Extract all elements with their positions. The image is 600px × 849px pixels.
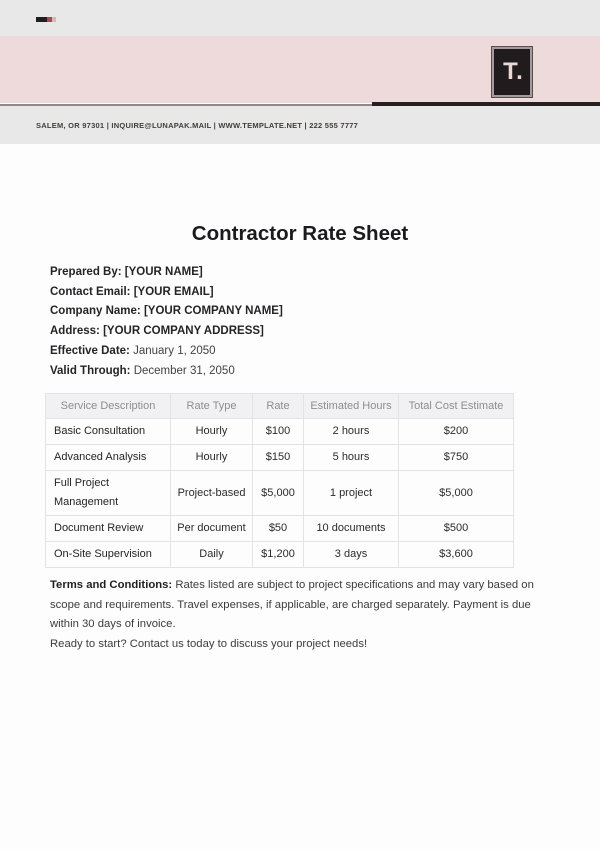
terms-label: Terms and Conditions:	[50, 579, 173, 592]
table-header-row	[46, 394, 514, 419]
contact-info-text: SALEM, OR 97301 | INQUIRE@LUNAPAK.MAIL | WWW.TEMPLATE.NET | 222 555 7777	[36, 120, 359, 130]
brand-mark-icon	[36, 17, 56, 22]
cell-rate: $100	[253, 419, 304, 445]
field-label: Valid Through:	[50, 364, 131, 377]
col-header-rate-type: Rate Type	[171, 394, 253, 419]
cell-service: Document Review	[46, 516, 171, 542]
cell-rate: $1,200	[253, 542, 304, 568]
field-label: Company Name:	[50, 305, 141, 318]
cell-total: $5,000	[399, 471, 514, 516]
terms-body: Rates listed are subject to project specifications and may vary based on scope and requirements. Travel expenses, if applicable, are charged separately. Payment is due within 30 days of invoice.	[50, 579, 534, 631]
field-address	[50, 322, 550, 342]
col-header-service-description: Service Description	[46, 394, 171, 419]
cell-total: $750	[399, 445, 514, 471]
field-value: December 31, 2050	[133, 364, 235, 377]
col-header-total-cost-estimate: Total Cost Estimate	[399, 394, 514, 419]
page-title: Contractor Rate Sheet	[191, 222, 409, 245]
cell-hours: 1 project	[304, 471, 399, 516]
top-strip	[0, 0, 600, 36]
brand-mark-bar-light	[52, 17, 56, 22]
cell-rate-type: Hourly	[171, 445, 253, 471]
field-effective-date	[50, 342, 550, 362]
company-logo-badge	[492, 47, 532, 97]
cell-rate-type: Daily	[171, 542, 253, 568]
cell-service: Basic Consultation	[46, 419, 171, 445]
field-label: Address:	[50, 325, 100, 338]
field-label: Effective Date:	[50, 344, 130, 357]
brand-mark-bar-dark	[36, 17, 47, 22]
table-row	[46, 445, 514, 471]
terms-and-conditions	[50, 576, 550, 635]
field-label: Prepared By:	[50, 266, 122, 278]
cell-hours: 10 documents	[304, 516, 399, 542]
cell-service: Advanced Analysis	[46, 445, 171, 471]
table-row	[46, 542, 514, 568]
cell-rate-type: Project-based	[171, 471, 253, 516]
field-value: [YOUR NAME]	[124, 266, 203, 278]
cell-total: $500	[399, 516, 514, 542]
field-value: January 1, 2050	[133, 344, 216, 357]
cell-service: Full Project Management	[46, 471, 171, 516]
cell-rate: $150	[253, 445, 304, 471]
cta-line: Ready to start? Contact us today to discuss your project needs!	[50, 637, 368, 650]
col-header-estimated-hours: Estimated Hours	[304, 394, 399, 419]
cell-service: On-Site Supervision	[46, 542, 171, 568]
table-row	[46, 419, 514, 445]
field-company-name	[50, 302, 550, 322]
field-value: [YOUR COMPANY ADDRESS]	[103, 325, 264, 338]
cell-rate-type: Per document	[171, 516, 253, 542]
cell-total: $200	[399, 419, 514, 445]
table-row	[46, 471, 514, 516]
col-header-rate: Rate	[253, 394, 304, 419]
company-logo-letter: T.	[503, 58, 524, 85]
field-contact-email	[50, 283, 550, 303]
field-value: [YOUR EMAIL]	[133, 285, 214, 298]
document-body	[0, 144, 600, 654]
field-label: Contact Email:	[50, 285, 131, 298]
field-valid-through	[50, 362, 550, 382]
cell-rate: $50	[253, 516, 304, 542]
contact-bar	[0, 106, 600, 144]
cell-rate-type: Hourly	[171, 419, 253, 445]
field-prepared-by	[50, 263, 550, 283]
cell-hours: 5 hours	[304, 445, 399, 471]
cell-rate: $5,000	[253, 471, 304, 516]
cell-total: $3,600	[399, 542, 514, 568]
field-value: [YOUR COMPANY NAME]	[143, 305, 283, 318]
info-fields	[50, 263, 550, 381]
table-row	[46, 516, 514, 542]
rate-table	[45, 393, 514, 568]
cell-hours: 3 days	[304, 542, 399, 568]
cell-hours: 2 hours	[304, 419, 399, 445]
letterhead	[0, 0, 600, 144]
